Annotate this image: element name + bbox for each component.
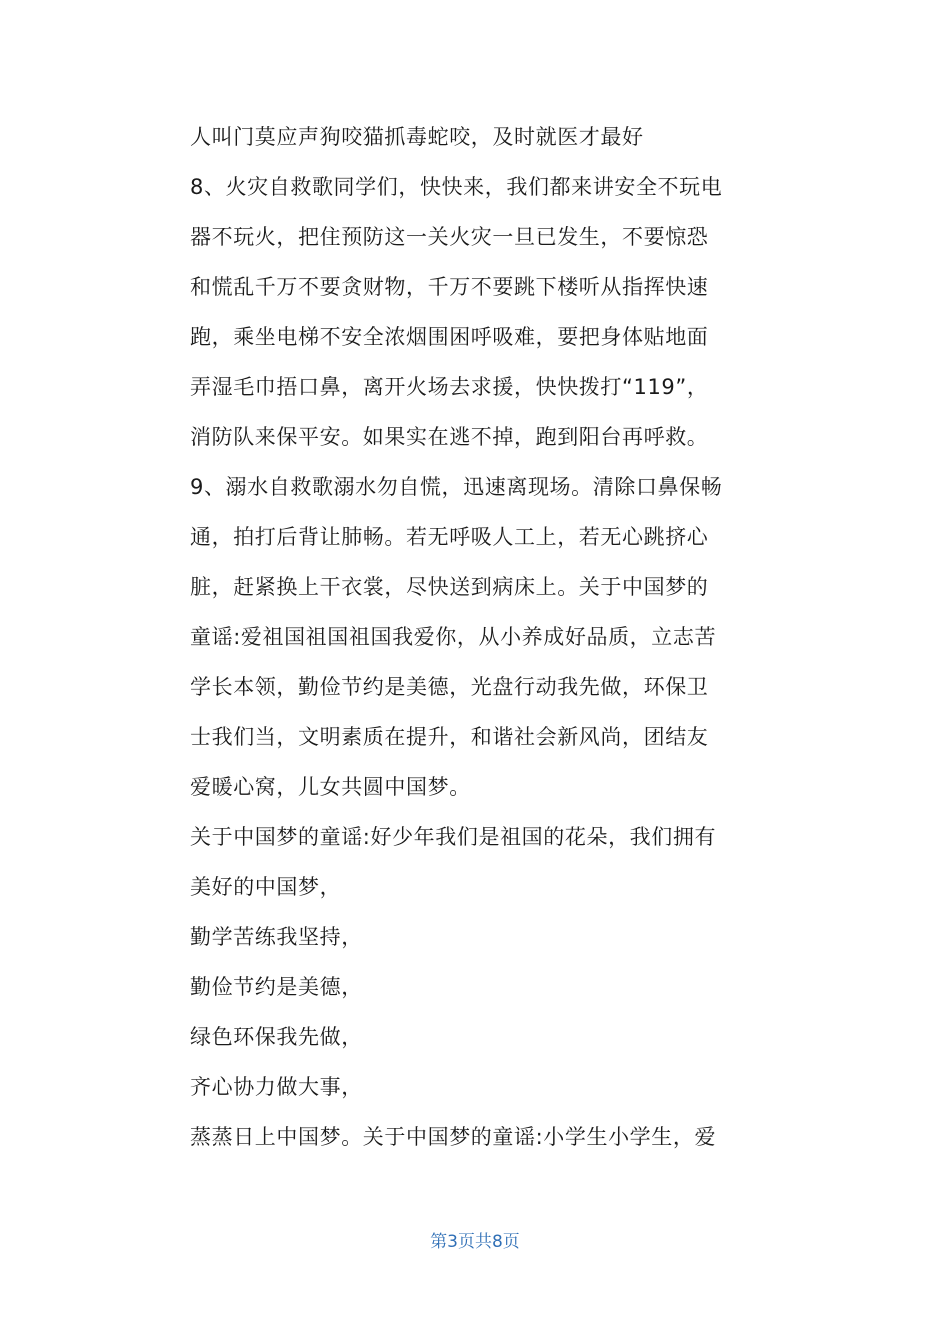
text-line: 9、溺水自救歌溺水勿自慌，迅速离现场。清除口鼻保畅: [190, 475, 723, 499]
text-line: 童谣:爱祖国祖国祖国我爱你，从小养成好品质，立志苦: [190, 625, 717, 649]
document-body: [190, 112, 750, 1162]
text-line: 学长本领，勤俭节约是美德，光盘行动我先做，环保卫: [190, 675, 709, 699]
text-line: 脏，赶紧换上干衣裳，尽快送到病床上。关于中国梦的: [190, 575, 709, 599]
text-line: 消防队来保平安。如果实在逃不掉，跑到阳台再呼救。: [190, 425, 709, 449]
page-number: 第3页共8页: [430, 1232, 520, 1252]
text-line: 8、火灾自救歌同学们，快快来，我们都来讲安全不玩电: [190, 175, 723, 199]
text-line: 人叫门莫应声狗咬猫抓毒蛇咬，及时就医才最好: [190, 125, 644, 149]
text-line: 爱暖心窝，儿女共圆中国梦。: [190, 775, 471, 799]
text-line: 勤俭节约是美德，: [190, 975, 363, 999]
text-line: 勤学苦练我坚持，: [190, 925, 363, 949]
text-line: 器不玩火，把住预防这一关火灾一旦已发生，不要惊恐: [190, 225, 709, 249]
text-line: 跑，乘坐电梯不安全浓烟围困呼吸难，要把身体贴地面: [190, 325, 709, 349]
text-line: 和慌乱千万不要贪财物，千万不要跳下楼听从指挥快速: [190, 275, 709, 299]
text-line: 蒸蒸日上中国梦。关于中国梦的童谣:小学生小学生，爱: [190, 1125, 717, 1149]
text-line: 齐心协力做大事，: [190, 1075, 363, 1099]
text-line: 关于中国梦的童谣:好少年我们是祖国的花朵，我们拥有: [190, 825, 717, 849]
text-line: 美好的中国梦，: [190, 875, 342, 899]
text-line: 绿色环保我先做，: [190, 1025, 363, 1049]
text-line: 通，拍打后背让肺畅。若无呼吸人工上，若无心跳挤心: [190, 525, 709, 549]
text-line: 弄湿毛巾捂口鼻，离开火场去求援，快快拨打“119”，: [190, 375, 709, 399]
text-line: 士我们当，文明素质在提升，和谐社会新风尚，团结友: [190, 725, 709, 749]
